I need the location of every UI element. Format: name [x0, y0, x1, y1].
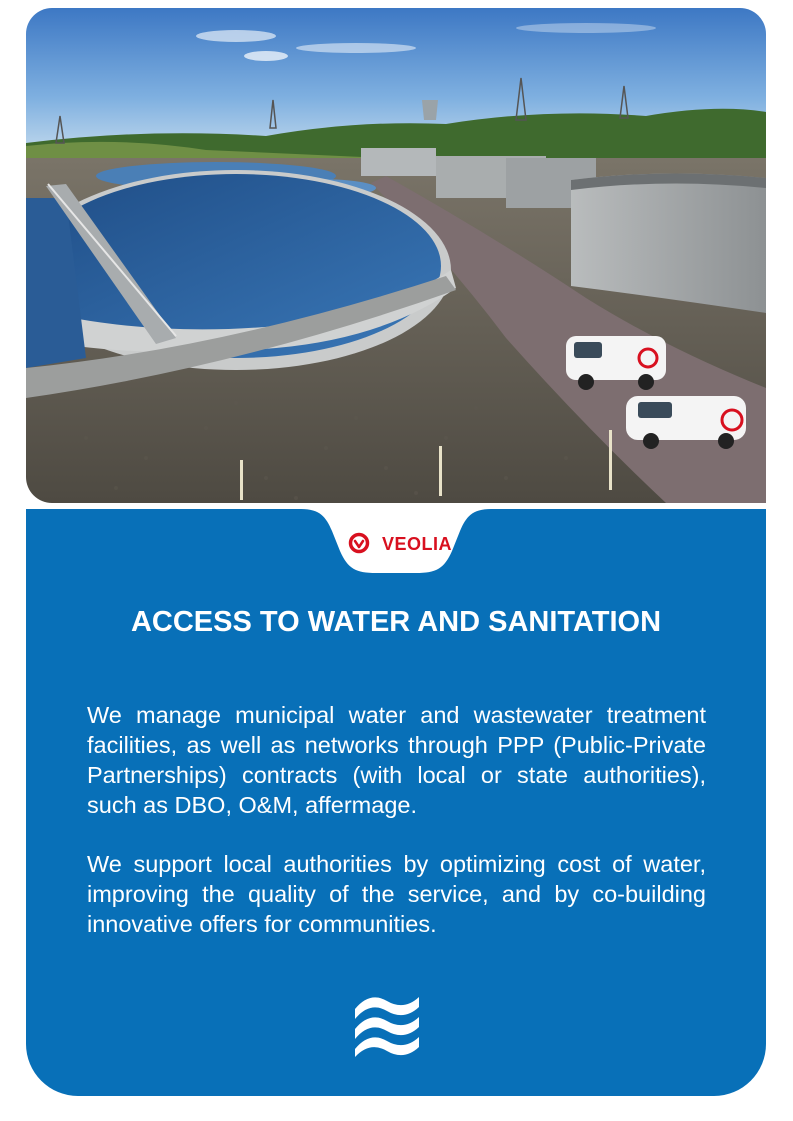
brand-name: VEOLIA [382, 534, 453, 554]
page-title: ACCESS TO WATER AND SANITATION [130, 606, 662, 638]
content-panel [26, 509, 766, 1096]
veolia-logo-icon [348, 532, 376, 554]
paragraph-2: We support local authorities by optimizing cost of water, improving the quality of the service, and by co-building innovative offers for communities. [87, 851, 706, 937]
water-treatment-plant-photo [26, 8, 766, 503]
paragraph-1: We manage municipal water and wastewater treatment facilities, as well as networks through PPP (Public-Private Partnerships) contracts (with local or state authorities), such as DBO, O&M, affermage. [87, 702, 706, 818]
water-waves-icon [352, 987, 422, 1057]
